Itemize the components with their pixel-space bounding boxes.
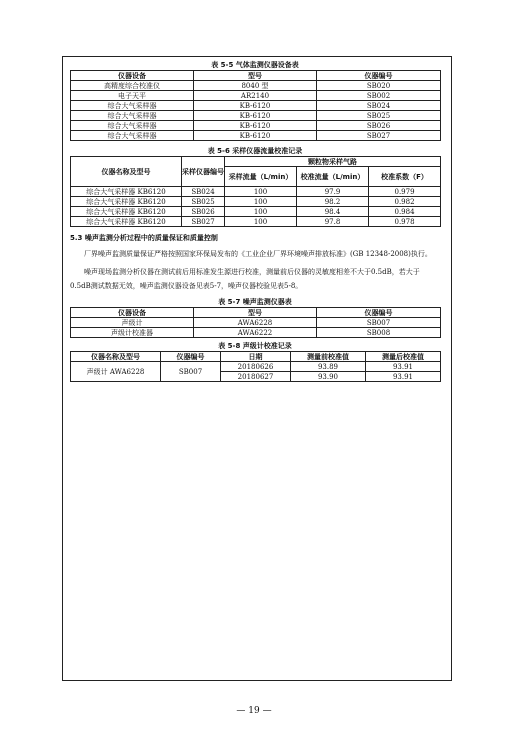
cell: 综合大气采样器: [71, 121, 194, 131]
table-row: [71, 197, 441, 207]
header-cell: 型号: [194, 308, 317, 318]
header-cell: 采样流量（L/min）: [225, 167, 297, 187]
cell: SB008: [317, 328, 441, 338]
table-row: [71, 101, 441, 111]
cell: KB-6120: [194, 101, 317, 111]
table-row: [71, 131, 441, 141]
cell: 综合大气采样器 KB6120: [71, 217, 182, 227]
cell: 0.979: [369, 187, 441, 197]
header-cell: 仪器名称及型号: [71, 157, 182, 187]
cell: AR2140: [194, 91, 317, 101]
cell: KB-6120: [194, 111, 317, 121]
table-row: [71, 111, 441, 121]
cell: 综合大气采样器: [71, 111, 194, 121]
cell: 0.984: [369, 207, 441, 217]
header-cell: 测量前校准值: [291, 352, 366, 362]
cell: SB025: [182, 197, 225, 207]
cell: 综合大气采样器 KB6120: [71, 187, 182, 197]
cell: 93.91: [366, 362, 441, 372]
table-row: [71, 207, 441, 217]
document-content: [70, 60, 440, 382]
cell: SB007: [161, 362, 221, 382]
table-5-6-caption: 表 5-6 采样仪器流量校准记录: [207, 147, 303, 155]
header-cell: 校准系数（F）: [369, 167, 441, 187]
paragraph-1: 厂界噪声监测质量保证严格按照国家环保局发布的《工业企业厂界环境噪声排放标准》(GB 12348-2008)执行。: [84, 250, 432, 258]
cell: 20180626: [221, 362, 291, 372]
cell: 综合大气采样器: [71, 101, 194, 111]
page-number: — 19 —: [236, 706, 272, 716]
cell: SB020: [317, 81, 441, 91]
header-cell: 校准流量（L/min）: [297, 167, 369, 187]
cell: 97.8: [297, 217, 369, 227]
cell: 8040 型: [194, 81, 317, 91]
cell: 100: [225, 187, 297, 197]
table-row: [71, 362, 441, 372]
cell: SB025: [317, 111, 441, 121]
header-cell: 日期: [221, 352, 291, 362]
table-row: [71, 121, 441, 131]
cell: 0.982: [369, 197, 441, 207]
table-row: [71, 187, 441, 197]
cell: 98.4: [297, 207, 369, 217]
header-cell: 型号: [194, 71, 317, 81]
cell: SB027: [182, 217, 225, 227]
cell: SB026: [317, 121, 441, 131]
cell: SB026: [182, 207, 225, 217]
cell: 20180627: [221, 372, 291, 382]
cell: SB027: [317, 131, 441, 141]
header-cell: 仪器编号: [161, 352, 221, 362]
header-cell: 采样仪器编号: [182, 157, 225, 187]
table-5-7-caption: 表 5-7 噪声监测仪器表: [218, 298, 292, 306]
table-5-8: [70, 351, 441, 382]
cell: SB024: [317, 101, 441, 111]
table-5-7: [70, 307, 441, 338]
table-row: [71, 91, 441, 101]
cell: 100: [225, 207, 297, 217]
cell: SB024: [182, 187, 225, 197]
cell: 93.90: [291, 372, 366, 382]
paragraph-2: 噪声现场监测分析仪器在测试前后用标准发生源进行校准，测量前后仪器的灵敏度相差不大于0.5dB，若大于0.5dB测试数据无效，噪声监测仪器设备见表5-7，噪声仪器校验见表5-8。: [70, 268, 420, 290]
cell: AWA6228: [194, 318, 317, 328]
cell: 93.91: [366, 372, 441, 382]
cell: 综合大气采样器: [71, 131, 194, 141]
cell: KB-6120: [194, 131, 317, 141]
header-cell: 仪器名称及型号: [71, 352, 161, 362]
cell: 0.978: [369, 217, 441, 227]
header-cell: 仪器设备: [71, 71, 194, 81]
header-cell: 颗粒物采样气路: [225, 157, 441, 167]
table-row: [71, 81, 441, 91]
cell: 综合大气采样器 KB6120: [71, 197, 182, 207]
header-cell: 测量后校准值: [366, 352, 441, 362]
cell: 100: [225, 197, 297, 207]
table-5-5-caption: 表 5-5 气体监测仪器设备表: [211, 61, 299, 69]
cell: 93.89: [291, 362, 366, 372]
cell: AWA6222: [194, 328, 317, 338]
header-cell: 仪器设备: [71, 308, 194, 318]
cell: KB-6120: [194, 121, 317, 131]
cell: 声级计: [71, 318, 194, 328]
cell: 97.9: [297, 187, 369, 197]
table-row: [71, 318, 441, 328]
table-5-5: [70, 70, 441, 141]
cell: 综合大气采样器 KB6120: [71, 207, 182, 217]
cell: 高精度综合校准仪: [71, 81, 194, 91]
cell: 声级计 AWA6228: [71, 362, 161, 382]
cell: 电子天平: [71, 91, 194, 101]
header-cell: 仪器编号: [317, 308, 441, 318]
section-title: 5.3 噪声监测分析过程中的质量保证和质量控制: [70, 234, 218, 242]
table-row: [71, 217, 441, 227]
table-row: [71, 328, 441, 338]
header-cell: 仪器编号: [317, 71, 441, 81]
cell: 声级计校准器: [71, 328, 194, 338]
table-5-6: [70, 156, 441, 227]
table-5-8-caption: 表 5-8 声级计校准记录: [218, 342, 292, 350]
cell: SB002: [317, 91, 441, 101]
cell: 98.2: [297, 197, 369, 207]
cell: 100: [225, 217, 297, 227]
cell: SB007: [317, 318, 441, 328]
